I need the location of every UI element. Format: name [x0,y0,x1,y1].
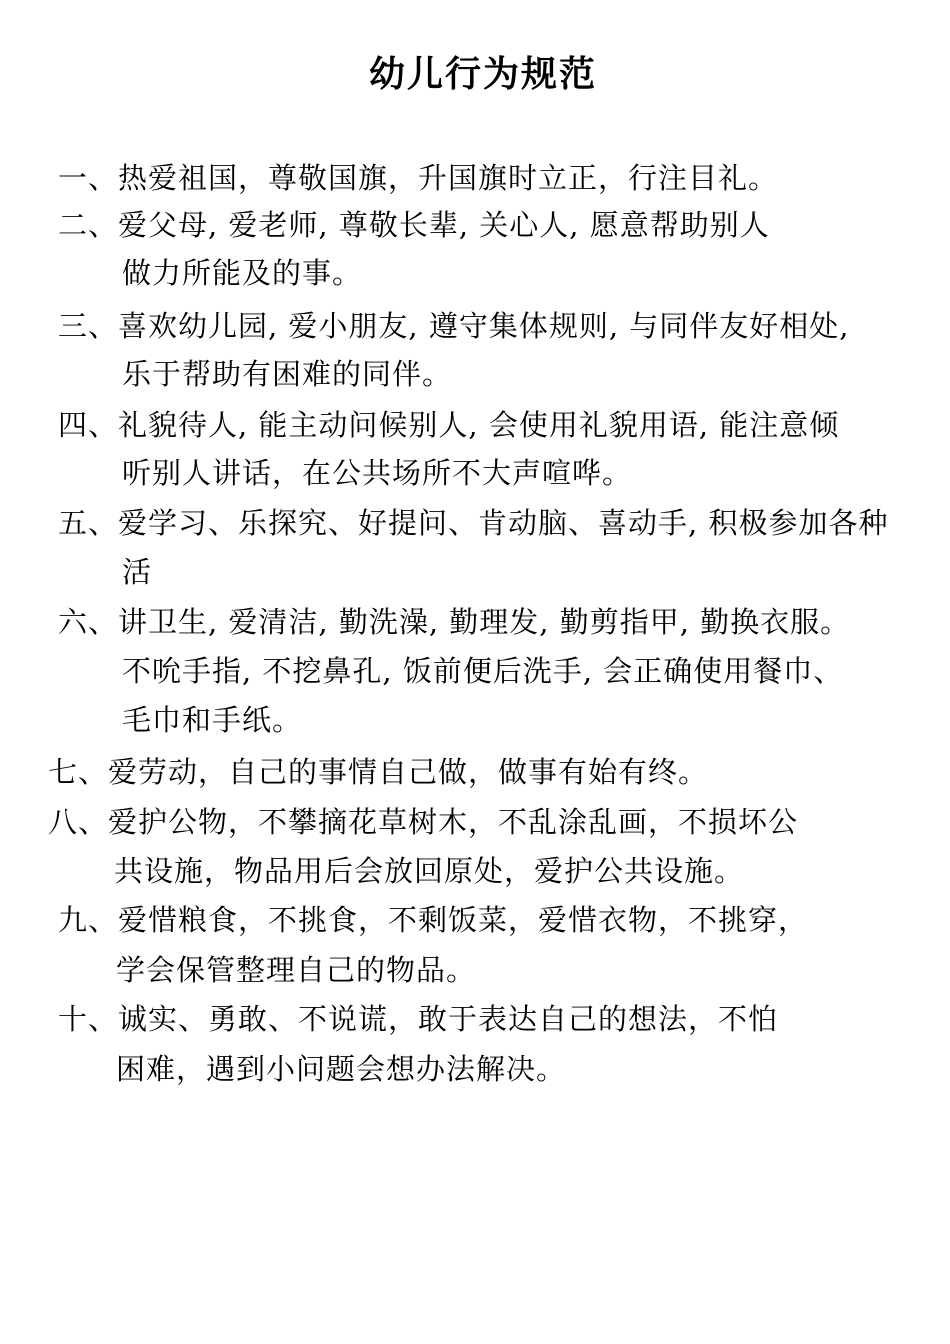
rule-item-6-line-3: 毛巾和手纸。 [122,703,303,737]
rule-item-8-line-2: 共设施，物品用后会放回原处，爱护公共设施。 [114,854,745,888]
rule-item-8-line-1: 八、爱护公物，不攀摘花草树木，不乱涂乱画，不损坏公 [48,805,799,839]
rule-item-5-line-1: 五、爱学习、乐探究、好提问、肯动脑、喜动手, 积极参加各种 [58,506,889,540]
rule-item-3-line-2: 乐于帮助有困难的同伴。 [122,357,453,391]
rule-item-4-line-2: 听别人讲话，在公共场所不大声喧哗。 [122,456,633,490]
rule-item-7-line-1: 七、爱劳动，自己的事情自己做，做事有始有终。 [48,755,709,789]
rule-item-2-line-1: 二、爱父母, 爱老师, 尊敬长辈, 关心人, 愿意帮助别人 [58,208,770,242]
rule-item-1-line-1: 一、热爱祖国，尊敬国旗，升国旗时立正，行注目礼。 [58,161,779,195]
rule-item-5-line-2: 活 [122,555,153,589]
rule-item-3-line-1: 三、喜欢幼儿园, 爱小朋友, 遵守集体规则, 与同伴友好相处, [58,309,850,343]
rule-item-6-line-2: 不吮手指, 不挖鼻孔, 饭前便后洗手, 会正确使用餐巾、 [122,654,844,688]
rule-item-6-line-1: 六、讲卫生, 爱清洁, 勤洗澡, 勤理发, 勤剪指甲, 勤换衣服。 [58,605,851,639]
page-title: 幼儿行为规范 [368,53,597,95]
rule-item-10-line-1: 十、诚实、勇敢、不说谎，敢于表达自己的想法，不怕 [58,1002,779,1036]
rule-item-9-line-1: 九、爱惜粮食，不挑食，不剩饭菜，爱惜衣物，不挑穿， [58,903,809,937]
rule-item-2-line-2: 做力所能及的事。 [122,256,363,290]
rule-item-4-line-1: 四、礼貌待人, 能主动问候别人, 会使用礼貌用语, 能注意倾 [58,408,840,442]
rule-item-9-line-2: 学会保管整理自己的物品。 [116,953,477,987]
rule-item-10-line-2: 困难，遇到小问题会想办法解决。 [116,1052,567,1086]
